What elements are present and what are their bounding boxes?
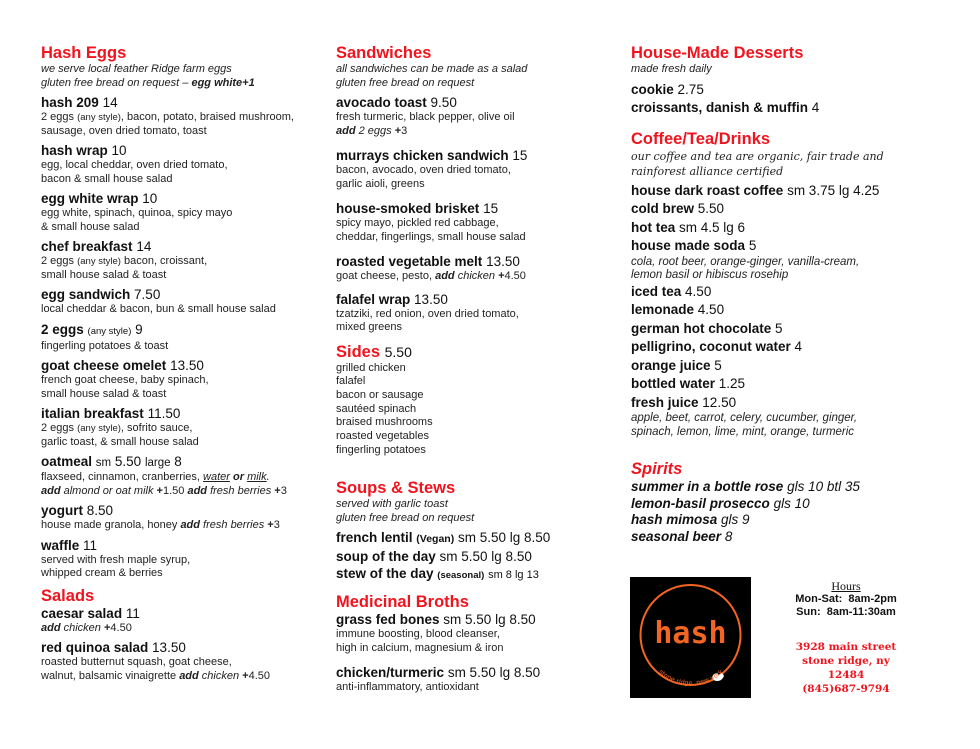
menu-item-falafel-wrap: falafel wrap 13.50 tzatziki, red onion, oven dried tomato, mixed greens — [336, 291, 519, 333]
juice-ingredients: apple, beet, carrot, celery, cucumber, ginger, — [631, 412, 858, 424]
section-title-drinks: Coffee/Tea/Drinks — [631, 129, 771, 148]
column-breakfast — [41, 44, 331, 683]
menu-item-egg-white-wrap: egg white wrap 10 egg white, spinach, quinoa, spicy mayo & small house salad — [41, 191, 233, 233]
section-salads — [41, 587, 331, 684]
section-title-hash-eggs: Hash Eggs — [41, 44, 127, 62]
hash-logo — [630, 577, 751, 698]
menu-item-roasted-vegetable-melt: roasted vegetable melt 13.50 goat cheese, pesto, add chicken +4.50 — [336, 254, 526, 282]
section-hash-eggs — [41, 44, 331, 581]
address-city: stone ridge, ny — [802, 655, 890, 667]
hours-title: Hours — [831, 579, 861, 593]
menu-item-lemonade: lemonade 4.50 — [631, 302, 725, 317]
logo-wordmark: hash — [654, 616, 727, 651]
menu-item-grass-fed-bones: grass fed bones sm 5.50 lg 8.50 immune boosting, blood cleanser, high in calcium, magnesium & iron — [336, 612, 536, 654]
section-desserts — [631, 44, 931, 118]
juice-ingredients: spinach, lemon, lime, mint, orange, turmeric — [631, 425, 855, 438]
section-medicinal-broths — [336, 593, 616, 695]
section-coffee-tea-drinks — [631, 130, 931, 440]
menu-item-orange-juice: orange juice 5 — [631, 357, 722, 373]
list-item: roasted vegetables — [336, 430, 429, 443]
svg-text:stone ridge, new york — [657, 668, 725, 687]
section-title-spirits: Spirits — [631, 460, 683, 478]
menu-item-murrays-chicken-sandwich: murrays chicken sandwich 15 bacon, avocado, oven dried tomato, garlic aioli, greens — [336, 148, 528, 190]
address-block — [776, 640, 916, 696]
section-note: gluten free bread on request — [336, 511, 475, 524]
section-note: rainforest alliance certified — [631, 164, 784, 178]
hours-row: Mon-Sat: 8am-2pm — [795, 593, 897, 605]
menu-item-fresh-juice: fresh juice 12.50 — [631, 394, 737, 410]
menu-item-caesar-salad: caesar salad 11 add chicken +4.50 — [41, 605, 140, 634]
menu-item-hash-mimosa: hash mimosa gls 9 — [631, 512, 750, 527]
menu-item-stew-of-the-day: stew of the day (seasonal) sm 8 lg 13 — [336, 566, 539, 582]
menu-item-pelligrino: pelligrino, coconut water 4 — [631, 339, 803, 354]
menu-item-red-quinoa-salad: red quinoa salad 13.50 roasted butternut squash, goat cheese, walnut, balsamic vinaigrette add chicken +4.50 — [41, 640, 271, 682]
section-note: gluten free bread on request – egg white+1 — [41, 76, 255, 89]
section-note: our coffee and tea are organic, fair trade and — [631, 149, 884, 163]
menu-item-chicken-turmeric: chicken/turmeric sm 5.50 lg 8.50 anti-inflammatory, antioxidant — [336, 665, 541, 694]
menu-item-2-eggs: 2 eggs (any style) 9 fingerling potatoes & toast — [41, 321, 169, 352]
hours-block — [776, 579, 916, 619]
menu-item-waffle: waffle 11 served with fresh maple syrup, whipped cream & berries — [41, 537, 191, 579]
sides-list — [336, 362, 616, 458]
menu-item-egg-sandwich: egg sandwich 7.50 local cheddar & bacon, bun & small house salad — [41, 287, 276, 315]
list-item: falafel — [336, 375, 366, 388]
menu-item-hash-wrap: hash wrap 10 egg, local cheddar, oven dried tomato, bacon & small house salad — [41, 143, 228, 185]
menu-item-german-hot-chocolate: german hot chocolate 5 — [631, 320, 783, 336]
section-note: we serve local feather Ridge farm eggs — [41, 63, 232, 75]
section-note: served with garlic toast — [336, 498, 448, 511]
menu-item-summer-rose: summer in a bottle rose gls 10 btl 35 — [631, 479, 860, 494]
section-sides — [336, 343, 616, 458]
section-spirits — [631, 460, 931, 545]
menu-item-yogurt: yogurt 8.50 house made granola, honey add fresh berries +3 — [41, 503, 280, 531]
column-lunch — [336, 44, 616, 695]
list-item: fingerling potatoes — [336, 443, 426, 456]
logo-graphic — [630, 577, 751, 698]
column-drinks — [631, 44, 931, 545]
menu-item-oatmeal: oatmeal sm 5.50 large 8 flaxseed, cinnamon, cranberries, water or milk. add almond or oat milk +1.50 add fresh berries +3 — [41, 454, 287, 497]
menu-item-croissants: croissants, danish & muffin 4 — [631, 100, 820, 115]
address-zip: 12484 — [827, 669, 865, 681]
list-item: braised mushrooms — [336, 416, 433, 429]
menu-item-italian-breakfast: italian breakfast 11.50 2 eggs (any style), sofrito sauce, garlic toast, & small house salad — [41, 406, 199, 448]
section-title-soups: Soups & Stews — [336, 479, 456, 498]
section-title-desserts: House-Made Desserts — [631, 44, 804, 62]
menu-item-house-dark-roast: house dark roast coffee sm 3.75 lg 4.25 — [631, 182, 880, 198]
section-soups-stews — [336, 479, 616, 584]
list-item: grilled chicken — [336, 361, 406, 374]
menu-item-chef-breakfast: chef breakfast 14 2 eggs (any style) bacon, croissant, small house salad & toast — [41, 239, 208, 281]
menu-item-cold-brew: cold brew 5.50 — [631, 201, 725, 216]
menu-item-lemon-basil-prosecco: lemon-basil prosecco gls 10 — [631, 495, 810, 511]
logo-tagline: stone ridge, new york — [657, 667, 725, 688]
menu-item-hash-209: hash 209 14 2 eggs (any style), bacon, potato, braised mushroom, sausage, oven dried tomato, toast — [41, 95, 294, 137]
menu-item-seasonal-beer: seasonal beer 8 — [631, 528, 733, 544]
menu-item-avocado-toast: avocado toast 9.50 fresh turmeric, black pepper, olive oil add 2 eggs +3 — [336, 95, 515, 137]
hours-row: Sun: 8am-11:30am — [796, 606, 896, 618]
menu-item-soup-of-the-day: soup of the day sm 5.50 lg 8.50 — [336, 549, 532, 565]
section-title-sides: Sides 5.50 — [336, 342, 412, 361]
soda-flavors: cola, root beer, orange-ginger, vanilla-cream, — [631, 255, 860, 268]
section-sandwiches — [336, 44, 616, 335]
menu-item-french-lentil: french lentil (Vegan) sm 5.50 lg 8.50 — [336, 530, 551, 546]
address-street: 3928 main street — [795, 641, 897, 653]
menu-item-goat-cheese-omelet: goat cheese omelet 13.50 french goat cheese, baby spinach, small house salad & toast — [41, 358, 209, 400]
menu-item-house-smoked-brisket: house-smoked brisket 15 spicy mayo, pickled red cabbage, cheddar, fingerlings, small house salad — [336, 201, 526, 243]
list-item: sautéed spinach — [336, 402, 417, 415]
menu-item-bottled-water: bottled water 1.25 — [631, 376, 746, 391]
menu-item-house-made-soda: house made soda 5 — [631, 238, 757, 253]
menu-item-iced-tea: iced tea 4.50 — [631, 283, 712, 299]
section-title-sandwiches: Sandwiches — [336, 44, 432, 62]
section-note: all sandwiches can be made as a salad — [336, 63, 528, 75]
soda-flavors: lemon basil or hibiscus rosehip — [631, 269, 789, 281]
address-phone[interactable]: (845)687-9794 — [802, 683, 890, 695]
section-title-broths: Medicinal Broths — [336, 593, 469, 612]
menu-item-hot-tea: hot tea sm 4.5 lg 6 — [631, 219, 746, 235]
section-title-salads: Salads — [41, 586, 95, 605]
section-note: gluten free bread on request — [336, 76, 475, 89]
list-item: bacon or sausage — [336, 388, 424, 401]
section-note: made fresh daily — [631, 63, 712, 75]
menu-item-cookie: cookie 2.75 — [631, 81, 704, 97]
